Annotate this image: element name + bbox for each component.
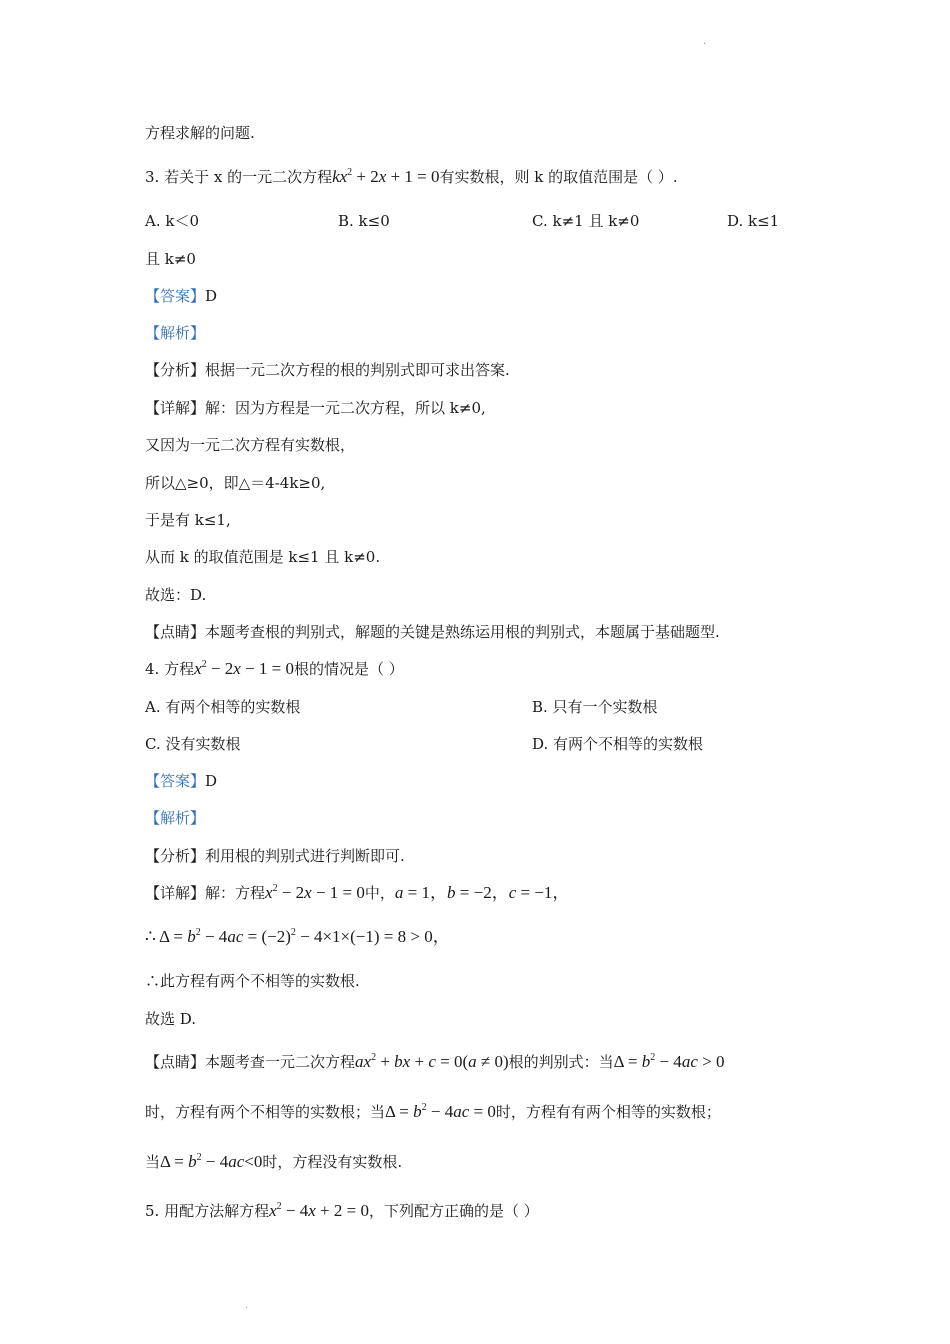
- q4-answer: 【答案】D: [145, 772, 218, 790]
- q4-option-b: B. 只有一个实数根: [532, 698, 658, 716]
- q3-step: 又因为一元二次方程有实数根，: [145, 436, 356, 454]
- q4-equation: $x^2 - 2x - 1 = 0$: [194, 659, 294, 678]
- q4-option-d: D. 有两个不相等的实数根: [532, 735, 704, 753]
- q4-discriminant: ∴ $\Delta = b^2 - 4ac = (-2)^2 - 4\times 1\times(-1) = 8 > 0$，: [145, 927, 450, 946]
- q3-fenxi: 【分析】根据一元二次方程的根的判别式即可求出答案.: [145, 361, 510, 379]
- q3-step: 所以△≥0，即△＝4-4k≥0,: [145, 474, 326, 492]
- q4-dianjing-line2: 时，方程有两个不相等的实数根；当$\Delta = b^2 - 4ac = 0$时，方程有有两个相等的实数根；: [145, 1102, 721, 1121]
- q3-step: 故选：D.: [145, 586, 207, 604]
- q3-step: 从而 k 的取值范围是 k≤1 且 k≠0.: [145, 548, 381, 566]
- q3-step: 于是有 k≤1,: [145, 511, 231, 529]
- q4-option-c: C. 没有实数根: [145, 735, 241, 753]
- q3-option-d: D. k≤1: [727, 212, 780, 230]
- q4-fenxi: 【分析】利用根的判别式进行判断即可.: [145, 847, 405, 865]
- footer-mark: .: [245, 1300, 249, 1311]
- header-mark: .: [703, 36, 707, 47]
- q3-option-b: B. k≤0: [338, 212, 390, 230]
- q4-dianjing-line3: 当$\Delta = b^2 - 4ac<0$时，方程没有实数根.: [145, 1152, 403, 1171]
- q3-equation: $kx^2 + 2x + 1 = 0$: [332, 167, 440, 186]
- q4-jiexi: 【解析】: [145, 809, 206, 827]
- q3-option-a: A. k＜0: [145, 212, 200, 230]
- q3-option-d-cont: 且 k≠0: [145, 250, 196, 268]
- q5-stem: 5. 用配方法解方程$x^2 - 4x + 2 = 0$，下列配方正确的是（ ）: [145, 1201, 539, 1220]
- q4-choose: 故选 D.: [145, 1010, 197, 1028]
- q3-option-c: C. k≠1 且 k≠0: [532, 212, 640, 230]
- q4-conclusion: ∴此方程有两个不相等的实数根.: [145, 972, 360, 990]
- q3-stem: 3. 若关于 x 的一元二次方程$kx^2 + 2x + 1 = 0$有实数根，则 k 的取值范围是（ ）.: [145, 167, 678, 186]
- intro-line: 方程求解的问题.: [145, 124, 255, 142]
- q3-xiangjie: 【详解】解：因为方程是一元二次方程，所以 k≠0,: [145, 399, 486, 417]
- q4-xiangjie: 【详解】解：方程$x^2 - 2x - 1 = 0$中，a = 1，b = −2，c = −1，: [145, 883, 570, 902]
- q5-equation: $x^2 - 4x + 2 = 0$: [269, 1201, 369, 1220]
- q3-dianjing: 【点睛】本题考查根的判别式，解题的关键是熟练运用根的判别式，本题属于基础题型.: [145, 623, 720, 641]
- q4-dianjing: 【点睛】本题考查一元二次方程$ax^2$ + bx + c = 0(a ≠ 0)根的判别式：当$\Delta = b^2 - 4ac > 0$: [145, 1052, 725, 1071]
- q4-option-a: A. 有两个相等的实数根: [145, 698, 301, 716]
- q3-answer: 【答案】D: [145, 287, 218, 305]
- q3-jiexi: 【解析】: [145, 324, 206, 342]
- q4-stem: 4. 方程$x^2 - 2x - 1 = 0$根的情况是（ ）: [145, 659, 404, 678]
